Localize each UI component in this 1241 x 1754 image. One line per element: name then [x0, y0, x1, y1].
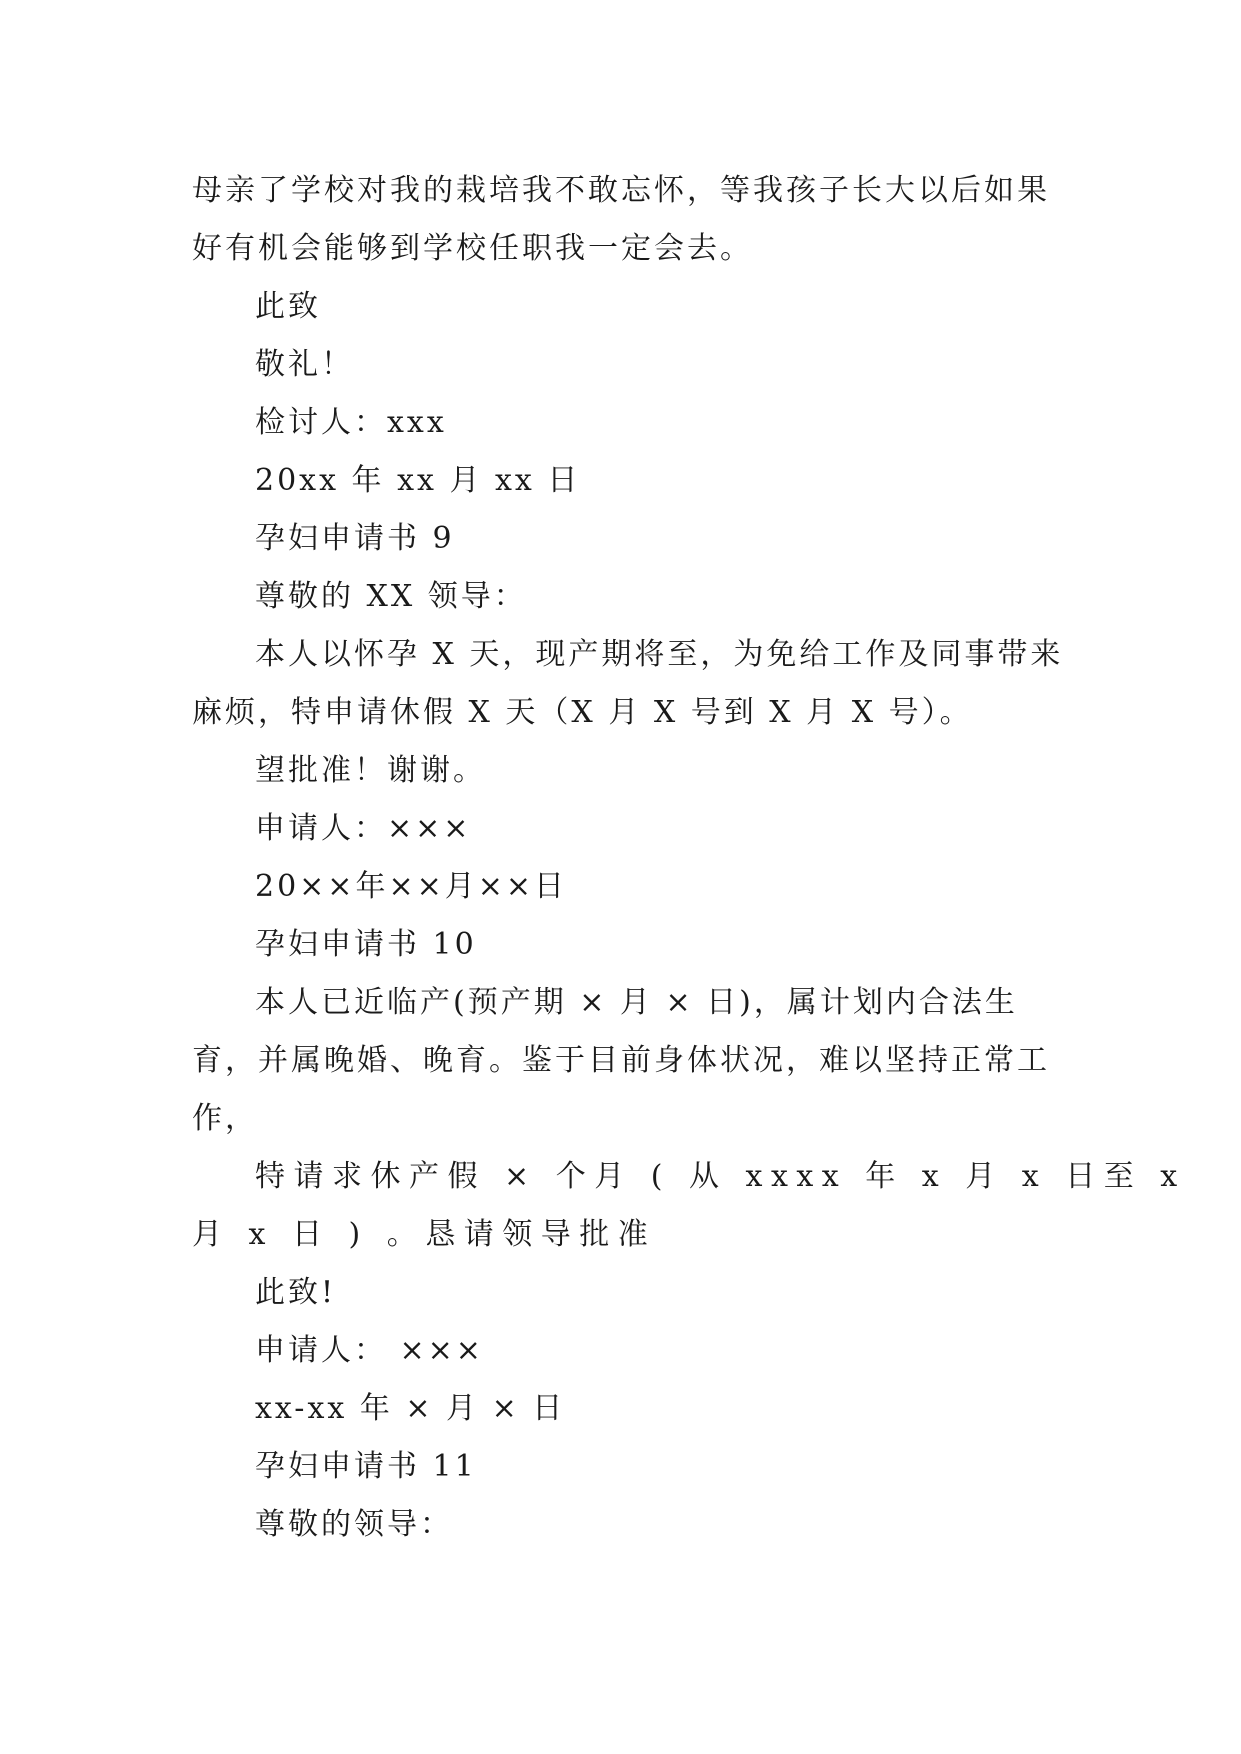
paragraph-line: 好有机会能够到学校任职我一定会去。: [192, 231, 753, 266]
paragraph-line: 月 x 日 ) 。恳请领导批准: [192, 1217, 657, 1252]
section-heading: 孕妇申请书 11: [255, 1449, 477, 1484]
section-heading: 孕妇申请书 10: [255, 927, 477, 962]
paragraph-line: 本人以怀孕 X 天，现产期将至，为免给工作及同事带来: [255, 637, 1064, 672]
closing-salutation: 此致!: [255, 1275, 337, 1310]
date-line: 20xx 年 xx 月 xx 日: [255, 463, 581, 498]
greeting-line: 尊敬的领导：: [255, 1507, 453, 1542]
paragraph-line: 麻烦，特申请休假 X 天（X 月 X 号到 X 月 X 号）。: [192, 695, 973, 730]
paragraph-line: 作，: [192, 1101, 258, 1136]
date-line: 20××年××月××日: [255, 869, 567, 904]
paragraph-line: 育，并属晚婚、晚育。鉴于目前身体状况，难以坚持正常工: [192, 1043, 1050, 1078]
signature-line: 检讨人：xxx: [255, 405, 447, 440]
greeting-line: 尊敬的 XX 领导：: [255, 579, 527, 614]
document-body: [192, 162, 1186, 1554]
paragraph-line: 母亲了学校对我的栽培我不敢忘怀，等我孩子长大以后如果: [192, 173, 1050, 208]
request-line: 望批准！谢谢。: [255, 753, 486, 788]
signature-line: 申请人：×××: [255, 811, 472, 846]
paragraph-line: 本人已近临产(预产期 × 月 × 日)，属计划内合法生: [255, 985, 1018, 1020]
paragraph-line: 特请求休产假 × 个月 ( 从 xxxx 年 x 月 x 日至 x: [255, 1159, 1186, 1194]
closing-regards: 敬礼！: [255, 347, 354, 382]
signature-line: 申请人： ×××: [255, 1333, 484, 1368]
section-heading: 孕妇申请书 9: [255, 521, 455, 556]
closing-salutation: 此致: [255, 289, 321, 324]
date-line: xx-xx 年 × 月 × 日: [255, 1391, 566, 1426]
